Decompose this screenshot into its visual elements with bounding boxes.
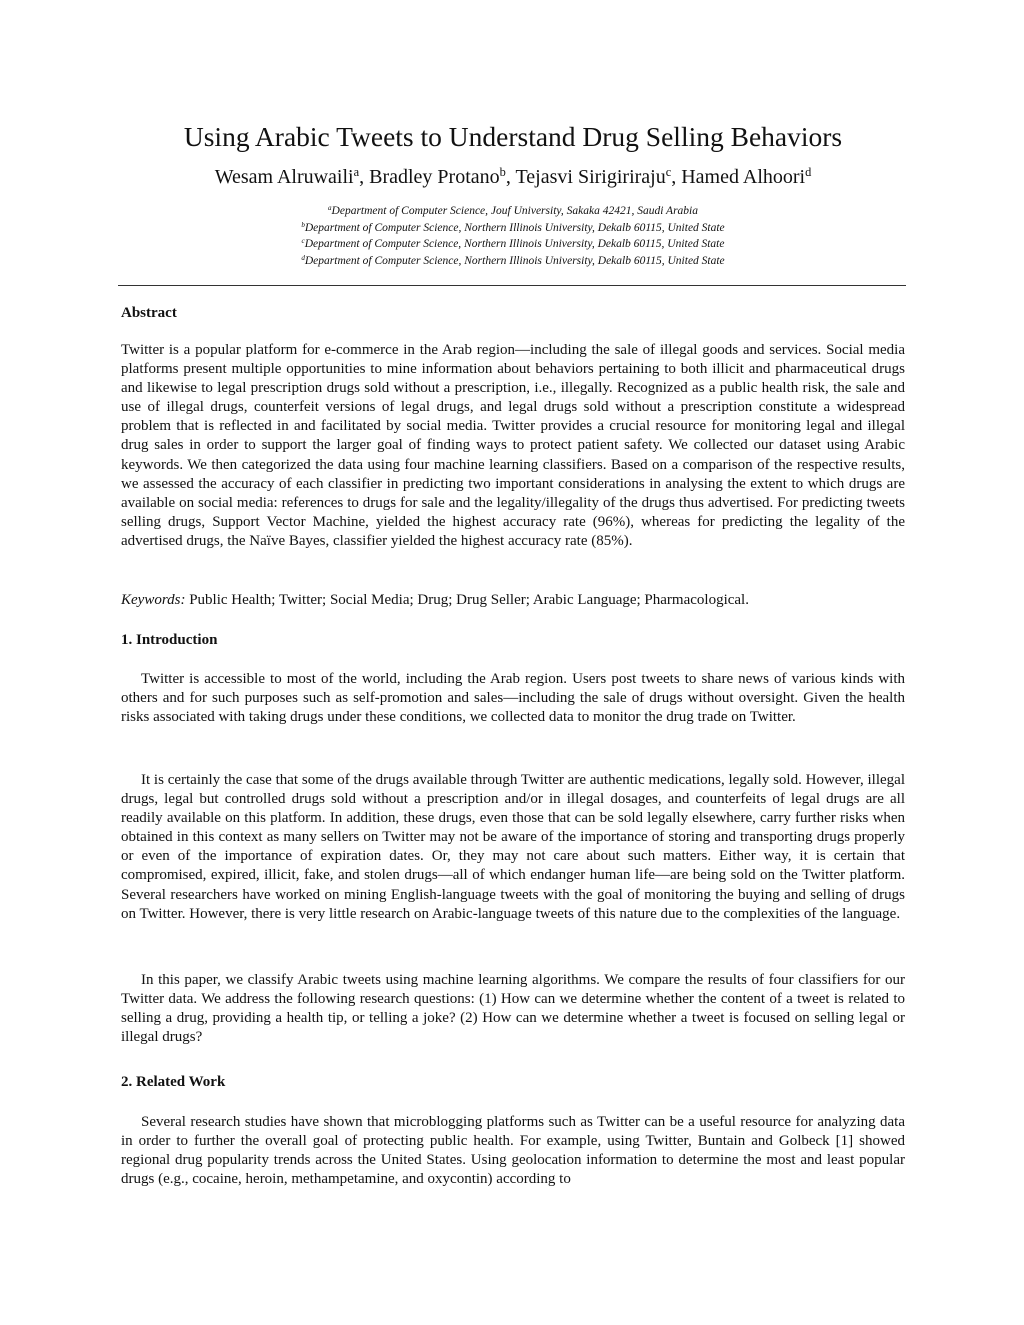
intro-paragraph-1: Twitter is accessible to most of the world, including the Arab region. Users post tweets to share news of various kinds with others and for such purposes such as self-promotion and sales—including the sale of drugs without oversight. Given the health risks associated with taking drugs under these conditions, we collected data to monitor the drug trade on Twitter. [121, 671, 905, 726]
header-divider [118, 285, 906, 286]
related-paragraph-1: Several research studies have shown that microblogging platforms such as Twitter can be a useful resource for analyzing data in order to further the overall goal of protecting public health. For example, using Twitter, Buntain and Golbeck [1] showed regional drug popularity trends across the United States. Using geolocation information to determine the most and least popular drugs (e.g., cocaine, heroin, methampetamine, and oxycontin) according to [121, 1114, 905, 1188]
keywords [121, 591, 905, 610]
affiliation: $^a$Department of Computer Science, Jouf University, Sakaka 42421, Saudi Arabia [327, 204, 698, 217]
author-list [121, 164, 905, 190]
affiliations [121, 203, 905, 269]
affiliation: $^b$Department of Computer Science, Northern Illinois University, Dekalb 60115, United State [301, 220, 725, 234]
keywords-list: Public Health; Twitter; Social Media; Drug; Drug Seller; Arabic Language; Pharmacological. [185, 592, 749, 608]
keywords-label: Keywords: [121, 592, 186, 608]
author: Bradley Protano$^b$, [369, 165, 516, 188]
intro-paragraph-2: It is certainly the case that some of the drugs available through Twitter are authentic medications, legally sold. However, illegal drugs, legal but controlled drugs sold without a prescription and/or in illegal dosages, and counterfeits of legal drugs are all readily available on this platform. In addition, these drugs, even those that can be sold legally elsewhere, carry further risks when obtained in this context as many sellers on Twitter may not be aware of the importance of storing and transporting drugs properly or even of the importance of expiration dates. Or, they may not care about such matters. Either way, it is certain that compromised, expired, illicit, fake, and stolen drugs—all of which endanger human life—are being sold on the Twitter platform. Several researchers have worked on mining English-language tweets with the goal of monitoring the buying and selling of drugs on Twitter. However, there is very little research on Arabic-language tweets of this nature due to the complexities of the language. [121, 772, 905, 922]
intro-paragraph-3: In this paper, we classify Arabic tweets using machine learning algorithms. We compare the results of four classifiers for our Twitter data. We address the following research questions: (1) How can we determine whether the content of a tweet is related to selling a drug, providing a health tip, or telling a joke? (2) How can we determine whether a tweet is focused on selling legal or illegal drugs? [121, 972, 905, 1046]
author: Hamed Alhoori$^d$ [681, 165, 812, 188]
author: Wesam Alruwaili$^a$, [214, 165, 370, 188]
section-heading-introduction: 1. Introduction [121, 632, 218, 648]
affiliation: $^d$Department of Computer Science, Northern Illinois University, Dekalb 60115, United State [301, 253, 725, 267]
affiliation: $^c$Department of Computer Science, Northern Illinois University, Dekalb 60115, United State [301, 237, 725, 250]
section-heading-related-work: 2. Related Work [121, 1074, 226, 1090]
abstract-text: Twitter is a popular platform for e-commerce in the Arab region—including the sale of illegal goods and services. Social media platforms present multiple opportunities to mine information about behaviors pertaining to both illicit and pharmaceutical drugs and likewise to legal prescription drugs sold without a prescription, i.e., illegally. Recognized as a public health risk, the sale and use of illegal drugs, counterfeit versions of legal drugs, and legal drugs sold without a prescription constitute a widespread problem that is reflected in and facilitated by social media. Twitter provides a crucial resource for monitoring legal and illegal drug sales in order to support the larger goal of finding ways to protect patient safety. We collected our dataset using Arabic keywords. We then categorized the data using four machine learning classifiers. Based on a comparison of the respective results, we assessed the accuracy of each classifier in predicting two important considerations in analysing the extent to which drugs are available on social media: references to drugs for sale and the legality/illegality of the drugs thus advertised. For predicting tweets selling drugs, Support Vector Machine, yielded the highest accuracy rate (96%), whereas for predicting the legality of the advertised drugs, the Naïve Bayes, classifier yielded the highest accuracy rate (85%). [121, 342, 905, 549]
author: Tejasvi Sirigiriraju$^c$, [515, 165, 682, 188]
abstract-heading: Abstract [121, 305, 177, 321]
paper-title: Using Arabic Tweets to Understand Drug Selling Behaviors [183, 121, 843, 152]
